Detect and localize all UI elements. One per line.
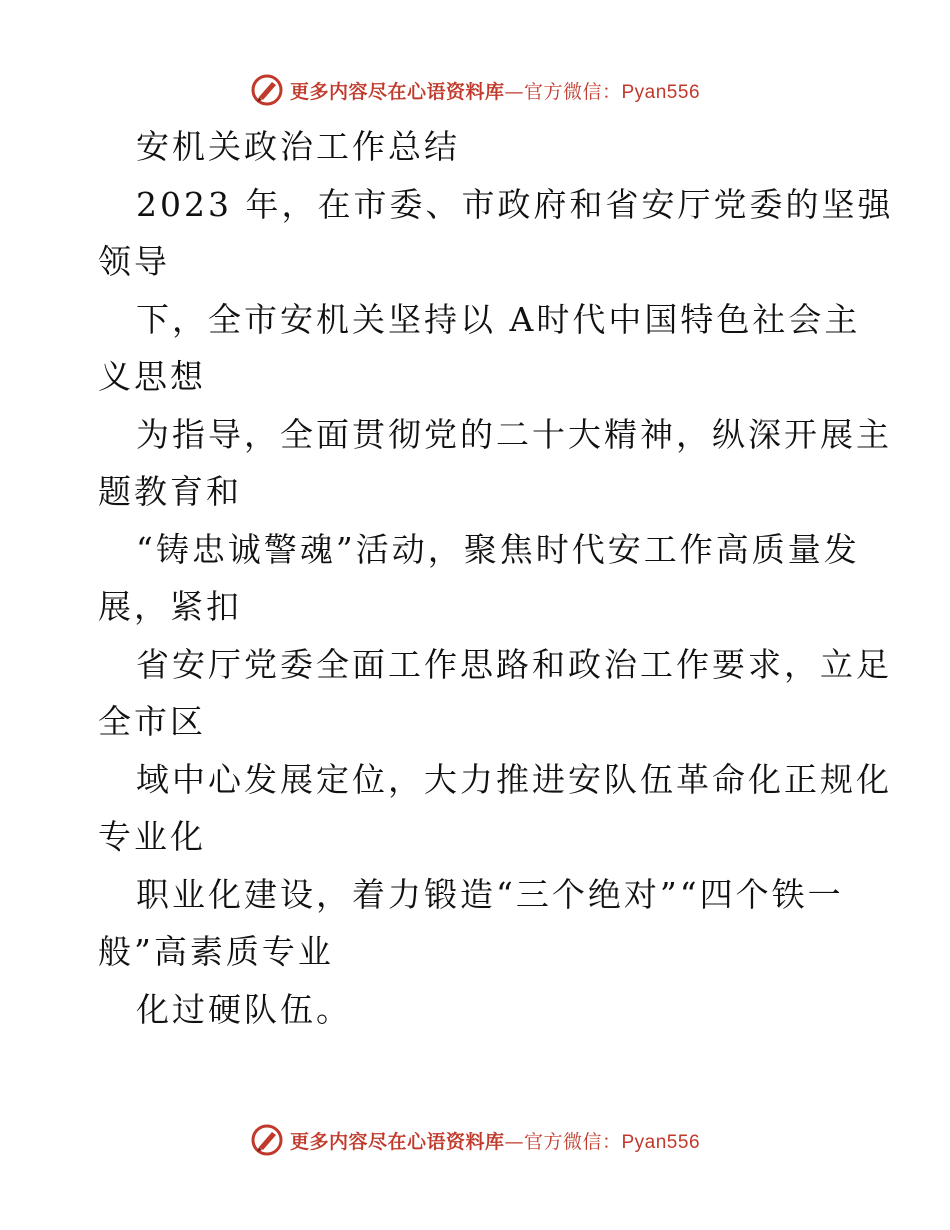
watermark-wechat-label: 官方微信：: [523, 80, 622, 103]
watermark-separator: —: [504, 1130, 524, 1153]
watermark-site-text: 更多内容尽在心语资料库: [289, 80, 505, 103]
paragraph-line: 域中心发展定位，大力推进安队伍革命化正规化: [136, 759, 892, 799]
watermark-site-text: 更多内容尽在心语资料库: [289, 1130, 505, 1153]
paragraph-line: 领导: [98, 242, 170, 281]
header-watermark: [0, 70, 950, 110]
paragraph-line: “铸忠诚警魂”活动，聚焦时代安工作高质量发: [136, 529, 860, 569]
paragraph-line: 2023 年，在市委、市政府和省安厅党委的坚强: [136, 184, 894, 224]
document-body: [98, 118, 894, 1038]
paragraph-line: 展，紧扣: [98, 587, 242, 626]
document-title: 安机关政治工作总结: [136, 127, 460, 166]
watermark-text: [290, 1127, 700, 1154]
pen-logo-icon: [250, 73, 284, 107]
paragraph-line: 化过硬队伍。: [136, 989, 352, 1029]
paragraph-line: 职业化建设，着力锻造“三个绝对”“四个铁一: [136, 874, 844, 914]
paragraph-line: 全市区: [98, 702, 206, 741]
watermark-text: [290, 77, 700, 104]
watermark-separator: —: [504, 80, 524, 103]
paragraph-line: 题教育和: [98, 472, 242, 511]
paragraph-line: 下，全市安机关坚持以 A时代中国特色社会主: [136, 299, 861, 339]
watermark-wechat-label: 官方微信：: [523, 1130, 622, 1153]
paragraph-line: 为指导，全面贯彻党的二十大精神，纵深开展主: [136, 414, 892, 454]
paragraph-line: 专业化: [98, 817, 206, 856]
paragraph-line: 义思想: [98, 357, 206, 396]
pen-logo-icon: [250, 1123, 284, 1157]
paragraph-line: 省安厅党委全面工作思路和政治工作要求，立足: [136, 644, 892, 684]
watermark-wechat-handle: Pyan556: [621, 81, 701, 103]
paragraph-line: 般”高素质专业: [98, 932, 334, 971]
watermark-wechat-handle: Pyan556: [621, 1131, 701, 1153]
footer-watermark: [0, 1120, 950, 1160]
